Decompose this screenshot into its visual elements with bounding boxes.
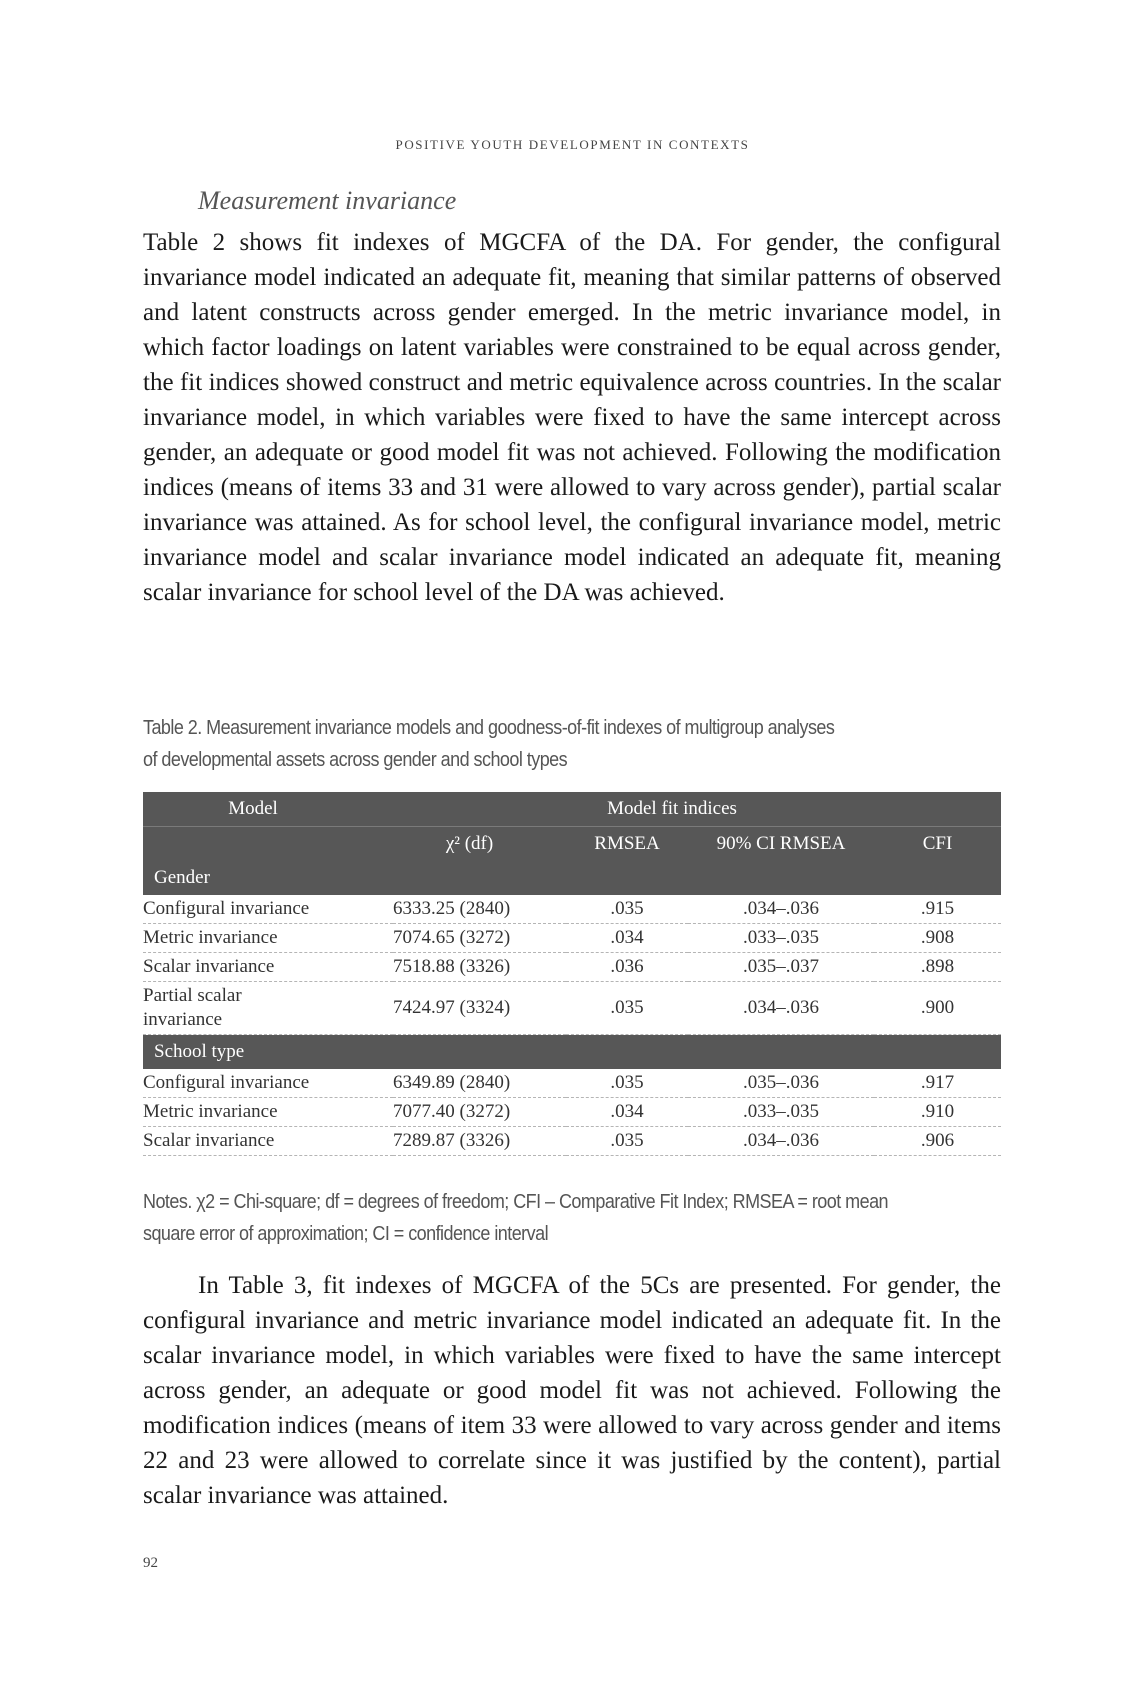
model-cell: Scalar invariance [143,953,393,982]
table-caption-line-1: Table 2. Measurement invariance models and goodness-of-fit indexes of multigroup analyses [143,717,835,739]
model-cell: Metric invariance [143,1098,393,1127]
chi-cell: 6349.89 (2840) [393,1069,566,1098]
model-cell: Metric invariance [143,924,393,953]
ci-cell: .034–.036 [688,982,874,1035]
table-notes-line-2: square error of approximation; CI = confidence interval [143,1223,549,1245]
group-row-gender [143,861,1001,895]
table-header-row-2 [143,827,1001,862]
ci-cell: .035–.036 [688,1069,874,1098]
fit-indices-table [143,792,1001,1156]
table-header-row-1 [143,792,1001,827]
table-row [143,953,1001,982]
cfi-cell: .908 [874,924,1001,953]
chi-cell: 7074.65 (3272) [393,924,566,953]
header-fit-indices: Model fit indices [393,792,1001,827]
table-notes-line-1: Notes. χ2 = Chi-square; df = degrees of freedom; CFI – Comparative Fit Index; RMSEA = root mean [143,1191,889,1213]
table-row [143,1127,1001,1156]
group-label: School type [143,1035,1001,1070]
header-chi: χ² (df) [393,827,566,862]
rmsea-cell: .035 [566,1127,688,1156]
rmsea-cell: .035 [566,982,688,1035]
ci-cell: .033–.035 [688,924,874,953]
page-number: 92 [143,1555,158,1571]
rmsea-cell: .034 [566,924,688,953]
table-caption-line-2: of developmental assets across gender and school types [143,749,568,771]
chi-cell: 7518.88 (3326) [393,953,566,982]
table-row [143,982,1001,1035]
cfi-cell: .906 [874,1127,1001,1156]
rmsea-cell: .034 [566,1098,688,1127]
paragraph-2: In Table 3, fit indexes of MGCFA of the 5Cs are presented. For gender, the configural invariance and metric invariance model indicated an adequate fit. In the scalar invariance model, in which variables were fixed to have the same intercept across gender, an adequate or good model fit was not achieved. Following the modification indices (means of item 33 were allowed to vary across gender and items 22 and 23 were allowed to correlate since it was justified by the content), partial scalar invariance was attained. [143,1272,1001,1509]
ci-cell: .035–.037 [688,953,874,982]
rmsea-cell: .035 [566,1069,688,1098]
chi-cell: 7289.87 (3326) [393,1127,566,1156]
cfi-cell: .898 [874,953,1001,982]
ci-cell: .033–.035 [688,1098,874,1127]
group-row-school-type [143,1035,1001,1070]
table-caption [143,712,915,776]
chi-cell: 7424.97 (3324) [393,982,566,1035]
cfi-cell: .917 [874,1069,1001,1098]
model-cell: Configural invariance [143,1069,393,1098]
cfi-cell: .915 [874,895,1001,924]
table-row [143,924,1001,953]
paragraph-1: Table 2 shows fit indexes of MGCFA of the DA. For gender, the configural invariance model indicated an adequate fit, meaning that similar patterns of observed and latent constructs across gender emerged. In the metric invariance model, in which factor loadings on latent variables were constrained to be equal across gender, the fit indices showed construct and metric equivalence across countries. In the scalar invariance model, in which variables were fixed to have the same intercept across gender, an adequate or good model fit was not achieved. Following the modification indices (means of items 33 and 31 were allowed to vary across gender), partial scalar invariance was attained. As for school level, the configural invariance model, metric invariance model and scalar invariance model indicated an adequate fit, meaning scalar invariance for school level of the DA was achieved. [143,229,1001,606]
table-row [143,1098,1001,1127]
group-label: Gender [143,861,1001,895]
chi-cell: 7077.40 (3272) [393,1098,566,1127]
table-row [143,1069,1001,1098]
model-line-1: Partial scalar [143,985,242,1006]
model-cell [143,982,393,1035]
table-row [143,895,1001,924]
rmsea-cell: .036 [566,953,688,982]
cfi-cell: .910 [874,1098,1001,1127]
model-line-2: invariance [143,1009,223,1030]
header-model: Model [143,792,393,827]
chi-cell: 6333.25 (2840) [393,895,566,924]
header-empty [143,827,393,862]
running-head: POSITIVE YOUTH DEVELOPMENT IN CONTEXTS [395,137,750,152]
model-cell: Scalar invariance [143,1127,393,1156]
table-notes [143,1186,1007,1250]
ci-cell: .034–.036 [688,1127,874,1156]
header-cfi: CFI [874,827,1001,862]
model-cell: Configural invariance [143,895,393,924]
ci-cell: .034–.036 [688,895,874,924]
rmsea-cell: .035 [566,895,688,924]
section-heading: Measurement invariance [198,186,457,215]
cfi-cell: .900 [874,982,1001,1035]
header-rmsea: RMSEA [566,827,688,862]
header-ci-rmsea: 90% CI RMSEA [688,827,874,862]
